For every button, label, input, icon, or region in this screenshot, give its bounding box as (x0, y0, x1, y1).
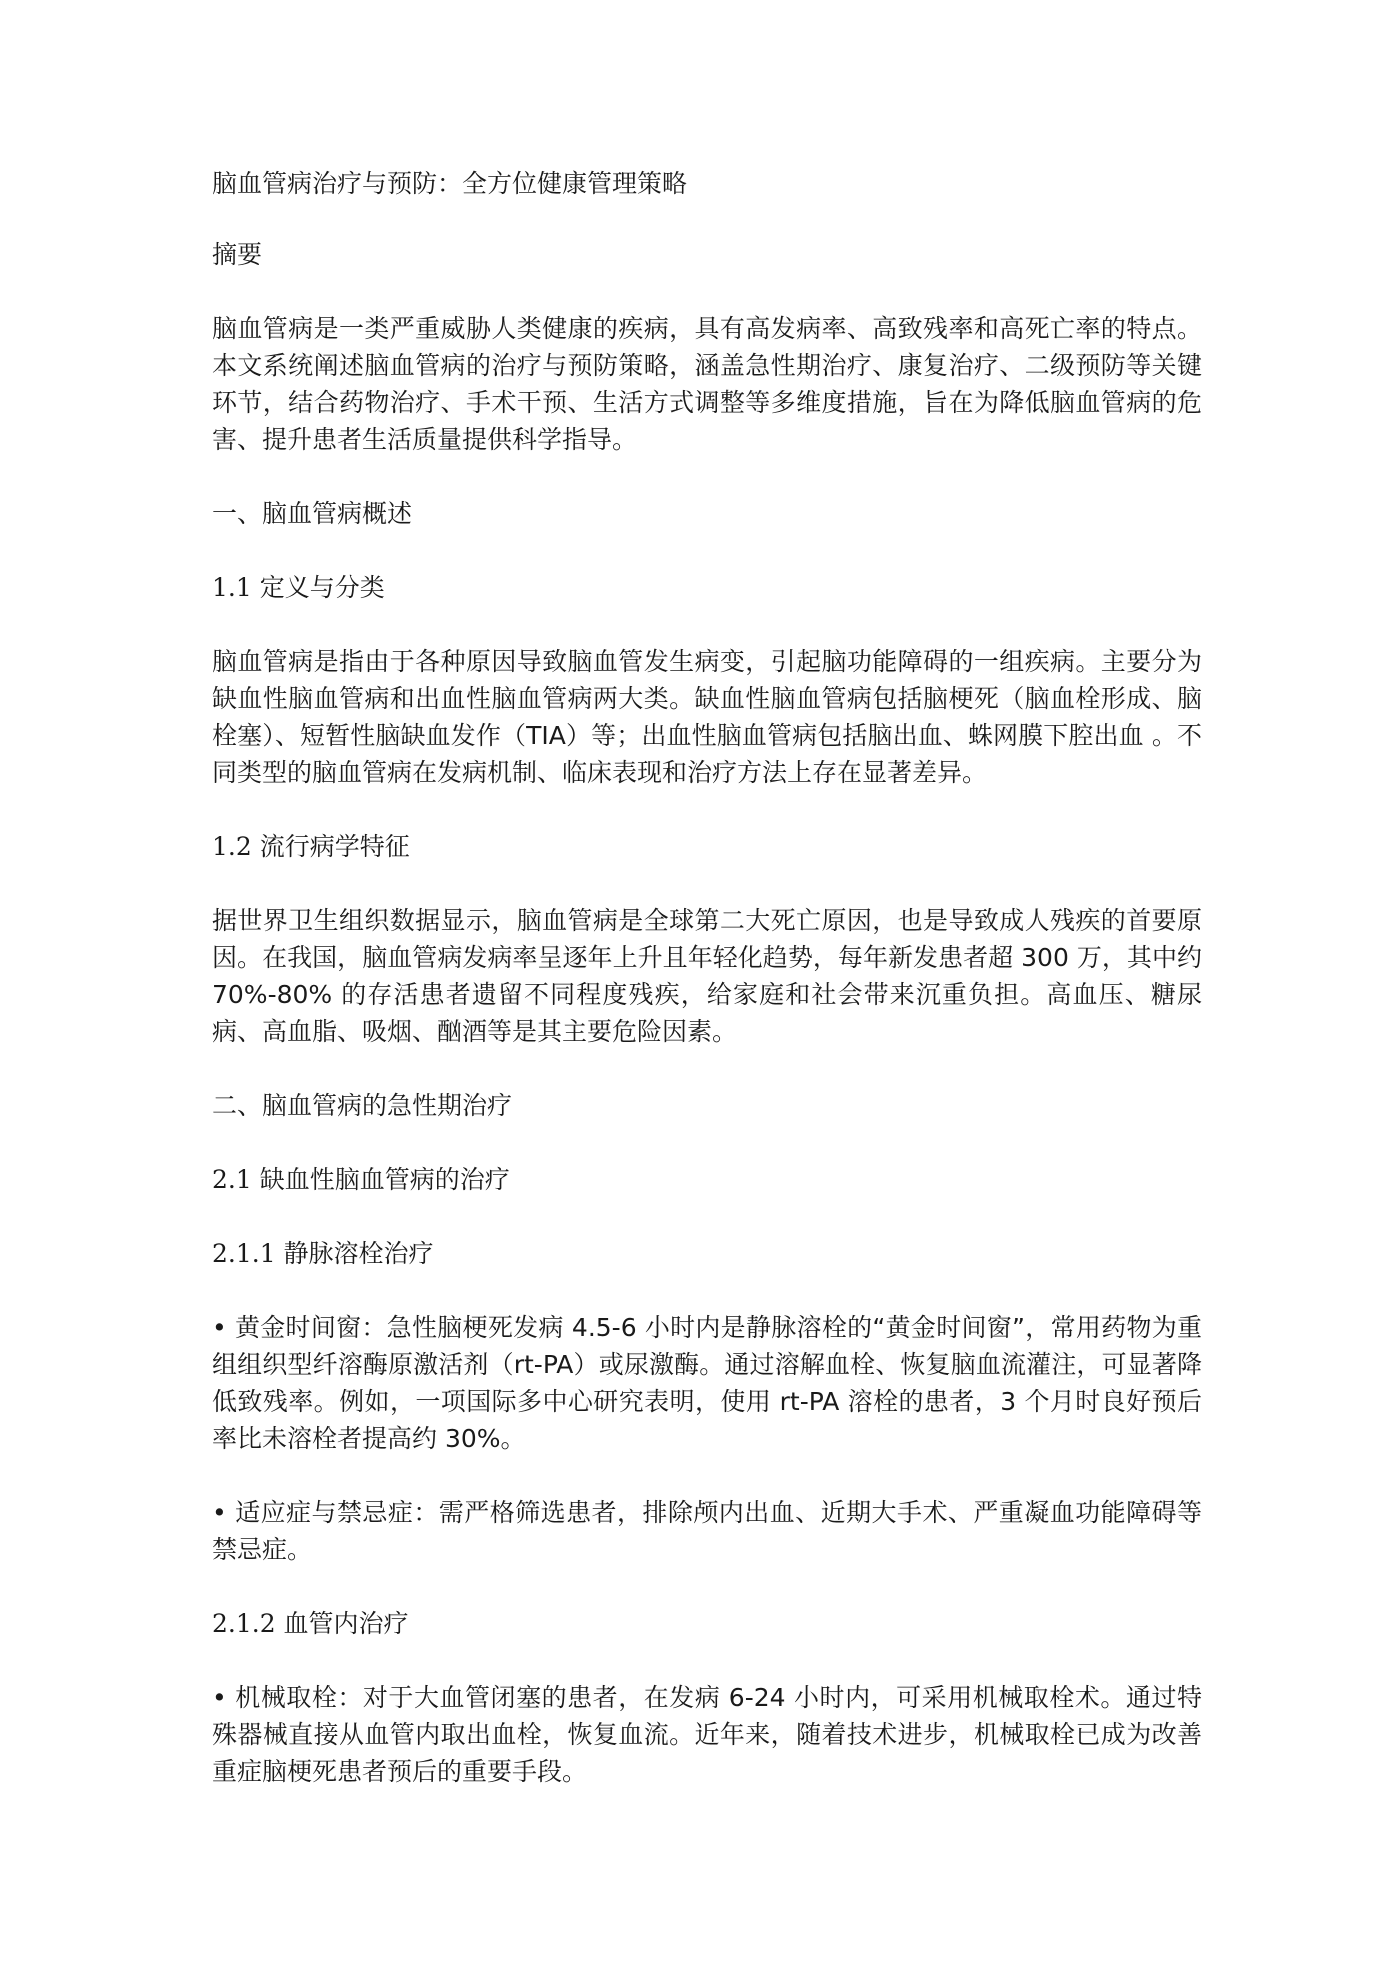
bullet-indications: • 适应症与禁忌症：需严格筛选患者，排除颅内出血、近期大手术、严重凝血功能障碍等禁忌症。 (212, 1498, 1202, 1564)
abstract-paragraph: 脑血管病是一类严重威胁人类健康的疾病，具有高发病率、高致残率和高死亡率的特点。本文系统阐述脑血管病的治疗与预防策略，涵盖急性期治疗、康复治疗、二级预防等关键环节，结合药物治疗、手术干预、生活方式调整等多维度措施，旨在为降低脑血管病的危害、提升患者生活质量提供科学指导。 (212, 314, 1202, 454)
bullet-mechanical-thrombectomy: • 机械取栓：对于大血管闭塞的患者，在发病 6-24 小时内，可采用机械取栓术。通过特殊器械直接从血管内取出血栓，恢复血流。近年来，随着技术进步，机械取栓已成为改善重症脑梗死患者预后的重要手段。 (212, 1683, 1202, 1786)
abstract-heading: 摘要 (212, 240, 263, 269)
section-1-2-heading: 1.2 流行病学特征 (212, 832, 410, 861)
section-1-1-heading: 1.1 定义与分类 (212, 573, 385, 602)
section-1-2-paragraph: 据世界卫生组织数据显示，脑血管病是全球第二大死亡原因，也是导致成人残疾的首要原因。在我国，脑血管病发病率呈逐年上升且年轻化趋势，每年新发患者超 300 万，其中约 70%-80% 的存活患者遗留不同程度残疾，给家庭和社会带来沉重负担。高血压、糖尿病、高血脂、吸烟、酗酒等是其主要危险因素。 (212, 906, 1202, 1046)
section-1-1-paragraph: 脑血管病是指由于各种原因导致脑血管发生病变，引起脑功能障碍的一组疾病。主要分为缺血性脑血管病和出血性脑血管病两大类。缺血性脑血管病包括脑梗死（脑血栓形成、脑栓塞）、短暂性脑缺血发作（TIA）等；出血性脑血管病包括脑出血、蛛网膜下腔出血 。不同类型的脑血管病在发病机制、临床表现和治疗方法上存在显著差异。 (212, 647, 1202, 787)
document-title: 脑血管病治疗与预防：全方位健康管理策略 (212, 169, 688, 198)
section-2-1-1-heading: 2.1.1 静脉溶栓治疗 (212, 1239, 434, 1268)
section-1-heading: 一、脑血管病概述 (212, 499, 413, 528)
section-2-1-2-heading: 2.1.2 血管内治疗 (212, 1609, 409, 1638)
section-2-heading: 二、脑血管病的急性期治疗 (212, 1091, 513, 1120)
section-2-1-heading: 2.1 缺血性脑血管病的治疗 (212, 1165, 510, 1194)
bullet-golden-window: • 黄金时间窗：急性脑梗死发病 4.5-6 小时内是静脉溶栓的“黄金时间窗”，常用药物为重组组织型纤溶酶原激活剂（rt-PA）或尿激酶。通过溶解血栓、恢复脑血流灌注，可显著降低致残率。例如，一项国际多中心研究表明，使用 rt-PA 溶栓的患者，3 个月时良好预后率比未溶栓者提高约 30%。 (212, 1313, 1202, 1453)
document-page (212, 165, 1202, 1827)
